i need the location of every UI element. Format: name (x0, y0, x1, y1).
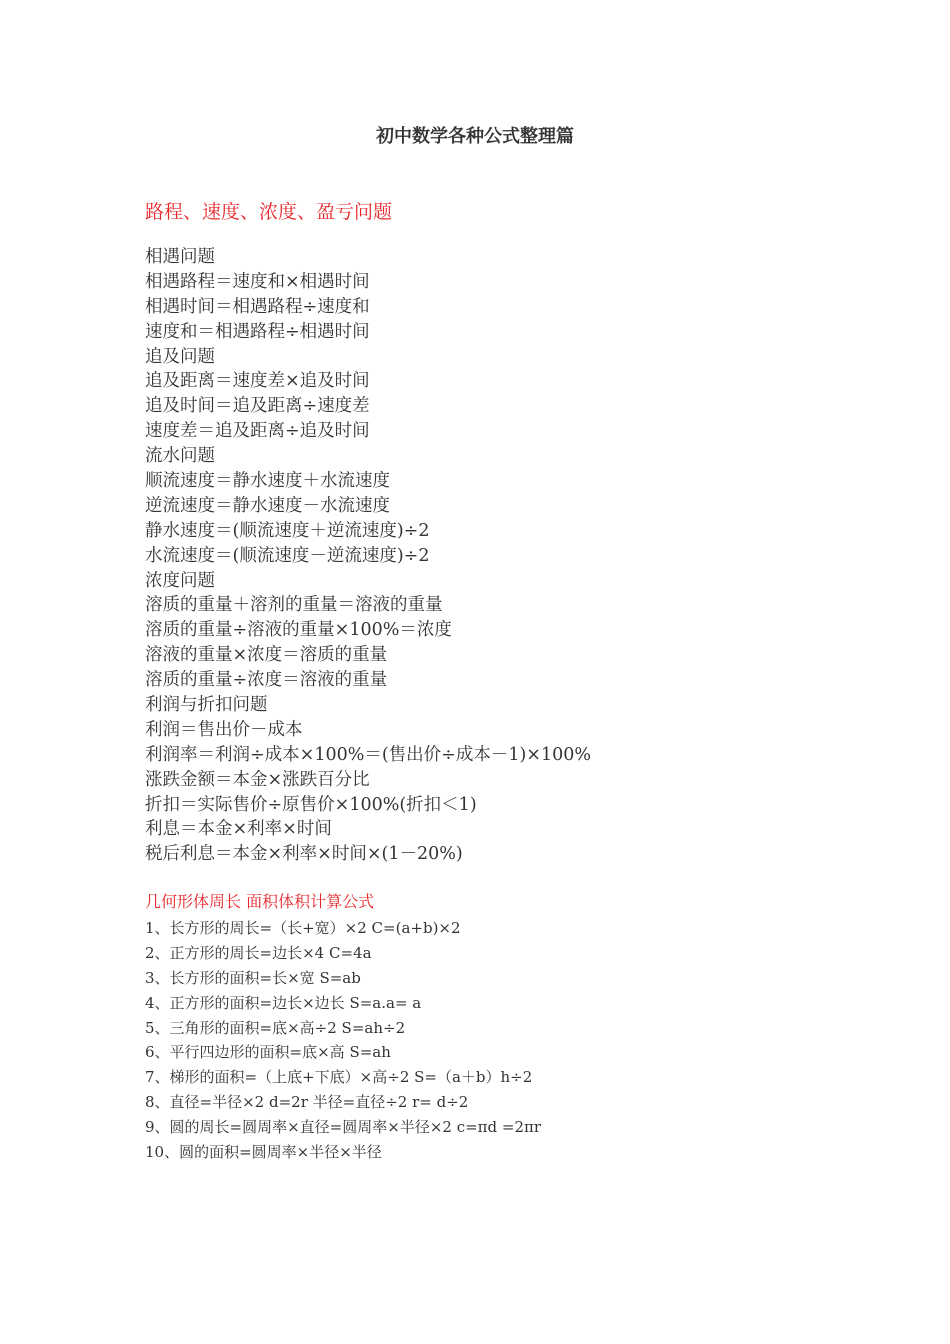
formula-line: 流水问题 (145, 446, 215, 467)
formula-line: 相遇问题 (145, 247, 215, 267)
formula-line: 溶质的重量＋溶剂的重量＝溶液的重量 (145, 595, 443, 616)
formula-line: 追及时间＝追及距离÷速度差 (145, 396, 370, 417)
formula-line: 顺流速度＝静水速度＋水流速度 (145, 471, 390, 492)
section-heading-geometry-formulas: 几何形体周长 面积体积计算公式 (145, 892, 375, 911)
formula-line: 逆流速度＝静水速度－水流速度 (145, 495, 390, 516)
formula-line: 9、圆的周长=圆周率×直径=圆周率×半径×2 c=πd =2πr (145, 1118, 542, 1137)
formula-line: 折扣＝实际售价÷原售价×100%(折扣＜1) (145, 794, 477, 815)
formula-line: 溶质的重量÷浓度＝溶液的重量 (145, 670, 388, 691)
formula-line: 6、平行四边形的面积=底×高 S=ah (145, 1043, 391, 1062)
formula-line: 水流速度＝(顺流速度－逆流速度)÷2 (145, 545, 430, 566)
formula-line: 涨跌金额＝本金×涨跌百分比 (145, 769, 370, 790)
formula-line: 8、直径=半径×2 d=2r 半径=直径÷2 r= d÷2 (145, 1093, 469, 1112)
formula-line: 税后利息＝本金×利率×时间×(1－20%) (145, 844, 463, 865)
formula-list-geometry (145, 916, 541, 1165)
formula-line: 5、三角形的面积=底×高÷2 S=ah÷2 (145, 1018, 406, 1037)
formula-line: 7、梯形的面积=（上底+下底）×高÷2 S=（a＋b）h÷2 (145, 1068, 533, 1087)
document-title: 初中数学各种公式整理篇 (376, 126, 574, 147)
formula-line: 追及问题 (145, 346, 215, 367)
formula-line: 利息＝本金×利率×时间 (145, 819, 332, 840)
formula-line: 速度和＝相遇路程÷相遇时间 (145, 321, 370, 342)
formula-line: 利润率＝利润÷成本×100%＝(售出价÷成本－1)×100% (145, 744, 592, 765)
formula-line: 速度差＝追及距离÷追及时间 (145, 421, 370, 442)
formula-line: 4、正方形的面积=边长×边长 S=a.a= a (145, 993, 422, 1012)
formula-line: 溶液的重量×浓度＝溶质的重量 (145, 645, 388, 666)
formula-line: 相遇时间＝相遇路程÷速度和 (145, 296, 370, 317)
formula-line: 追及距离＝速度差×追及时间 (145, 371, 370, 392)
formula-line: 静水速度＝(顺流速度＋逆流速度)÷2 (145, 520, 430, 541)
formula-line: 相遇路程＝速度和×相遇时间 (145, 271, 370, 292)
formula-list-travel-speed-concentration (145, 245, 591, 867)
formula-line: 2、正方形的周长=边长×4 C=4a (145, 943, 372, 962)
formula-line: 3、长方形的面积=长×宽 S=ab (145, 968, 361, 987)
formula-line: 浓度问题 (145, 570, 215, 591)
formula-line: 1、长方形的周长=（长+宽）×2 C=(a+b)×2 (145, 919, 461, 937)
formula-line: 溶质的重量÷溶液的重量×100%＝浓度 (145, 620, 452, 641)
formula-line: 10、圆的面积=圆周率×半径×半径 (145, 1143, 382, 1162)
formula-line: 利润与折扣问题 (145, 695, 268, 716)
formula-line: 利润＝售出价－成本 (145, 719, 303, 740)
section-heading-travel-speed-concentration: 路程、速度、浓度、盈亏问题 (145, 201, 393, 223)
